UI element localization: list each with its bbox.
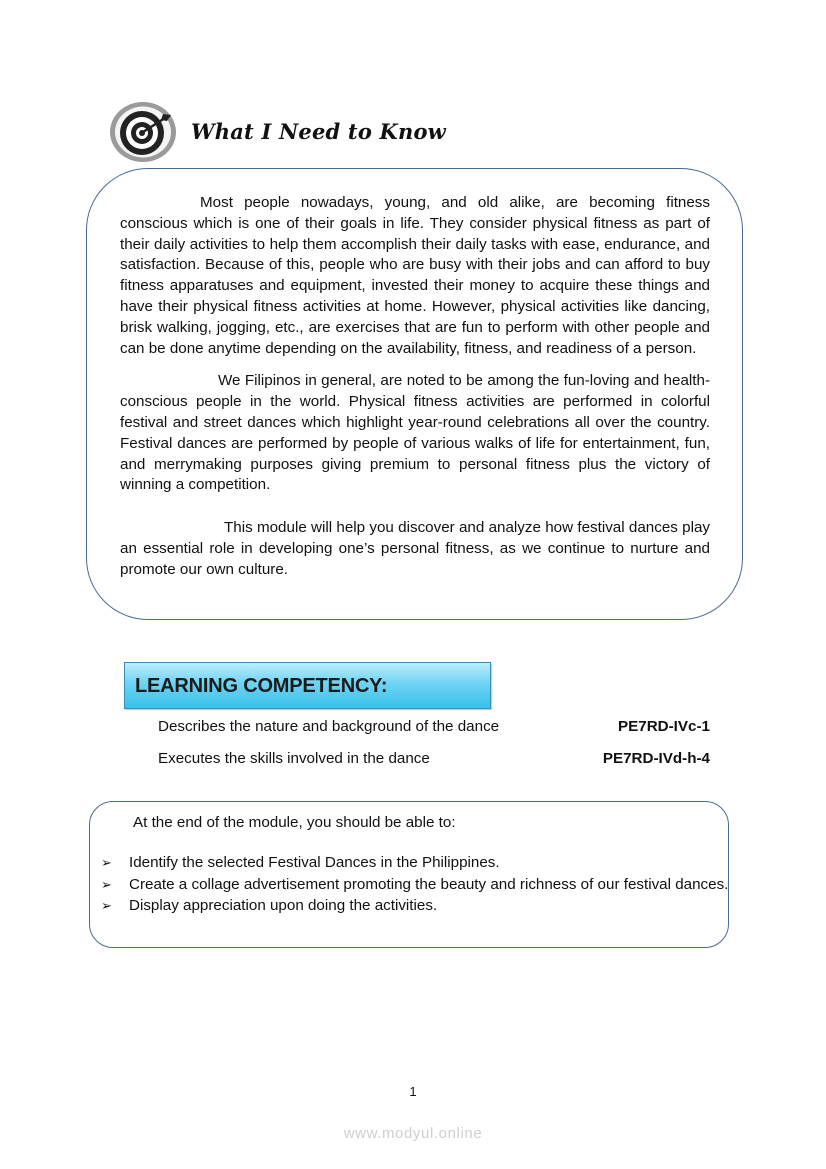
competency-description: Describes the nature and background of the dance: [158, 718, 500, 735]
learning-competency-title: LEARNING COMPETENCY:: [135, 675, 388, 697]
objectives-list: [101, 852, 731, 917]
arrow-bullet-icon: ➢: [101, 855, 112, 870]
competency-row: [158, 750, 718, 770]
objectives-intro: At the end of the module, you should be able to:: [133, 814, 456, 831]
list-item: [101, 874, 731, 896]
competency-code: PE7RD-IVc-1: [617, 718, 710, 735]
target-icon: [109, 101, 177, 163]
watermark: www.modyul.online: [343, 1125, 483, 1142]
competency-row: [158, 718, 718, 738]
objective-text: Identify the selected Festival Dances in the Philippines.: [129, 854, 500, 871]
competency-description: Executes the skills involved in the dance: [158, 750, 430, 767]
arrow-bullet-icon: ➢: [101, 876, 112, 892]
list-item: [101, 852, 731, 874]
objective-text: Create a collage advertisement promoting the beauty and richness of our festival dances.: [129, 875, 729, 893]
list-item: [101, 895, 731, 917]
intro-text: [120, 193, 710, 581]
page-number: 1: [409, 1084, 417, 1099]
learning-competency-banner: [124, 662, 491, 709]
arrow-bullet-icon: ➢: [101, 898, 112, 913]
section-title: What I Need to Know: [191, 119, 446, 144]
competency-code: PE7RD-IVd-h-4: [602, 750, 710, 767]
intro-paragraph: Most people nowadays, young, and old alike, are becoming fitness conscious which is one of their goals in life. They consider physical fitness as part of their daily activities to help them accomplish their daily tasks with ease, endurance, and satisfaction. Because of this, people who are busy with their jobs and can afford to buy fitness apparatuses and equipment, invested their money to acquire these things and have their physical fitness activities at home. However, physical activities like dancing, brisk walking, jogging, etc., are exercises that are fun to perform with other people and can be done anytime depending on the availability, fitness, and readiness of a person.: [120, 194, 710, 357]
intro-paragraph: We Filipinos in general, are noted to be among the fun-loving and health-conscious people in the world. Physical fitness activities are performed in colorful festival and street dances which highlight year-round celebrations all over the country. Festival dances are performed by people of various walks of life for entertainment, fun, and merrymaking purposes giving premium to personal fitness plus the victory of winning a competition.: [120, 372, 710, 494]
objective-text: Display appreciation upon doing the activities.: [129, 897, 438, 914]
intro-paragraph: This module will help you discover and analyze how festival dances play an essential role in developing one’s personal fitness, as we continue to nurture and promote our own culture.: [120, 519, 710, 578]
